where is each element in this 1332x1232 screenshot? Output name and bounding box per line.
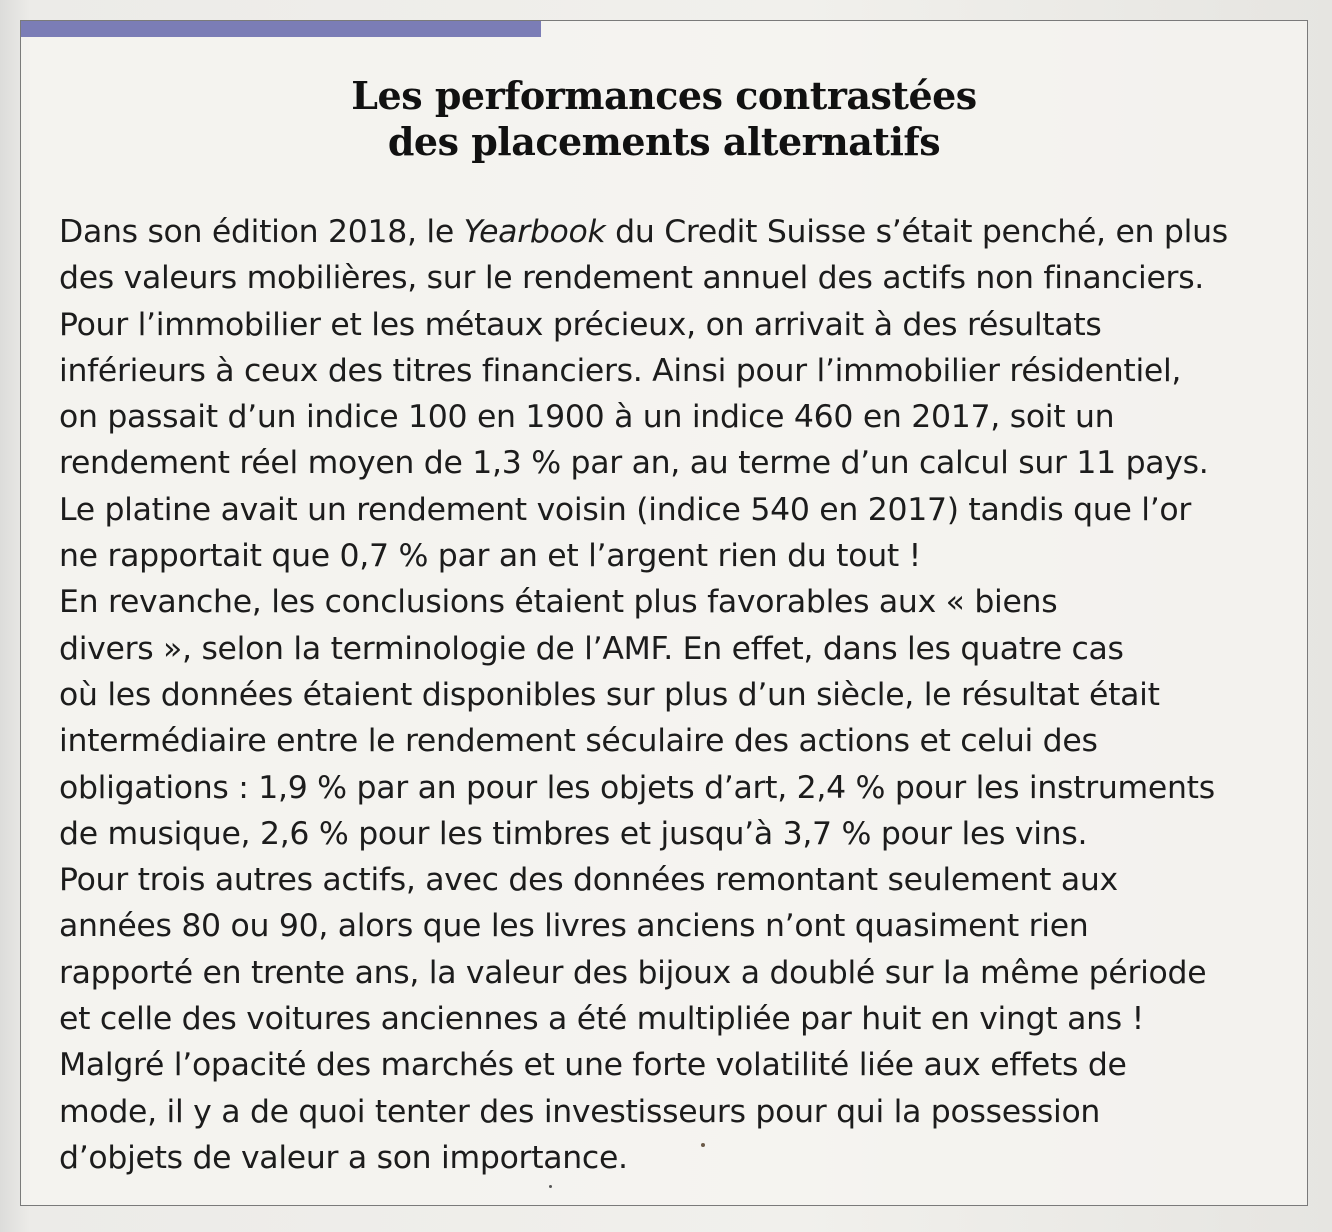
text-line: rendement réel moyen de 1,3 % par an, au terme d’un calcul sur 11 pays. bbox=[59, 445, 1209, 482]
text-line: Le platine avait un rendement voisin (indice 540 en 2017) tandis que l’or bbox=[59, 491, 1192, 528]
text-line: rapporté en trente ans, la valeur des bijoux a doublé sur la même période bbox=[59, 954, 1207, 991]
accent-bar bbox=[21, 21, 541, 37]
emphasis-yearbook: Yearbook bbox=[463, 214, 606, 250]
text-line: Malgré l’opacité des marchés et une forte volatilité liée aux effets de bbox=[59, 1047, 1127, 1084]
text-line: En revanche, les conclusions étaient plus favorables aux « biens bbox=[59, 584, 1058, 621]
text-line: et celle des voitures anciennes a été multipliée par huit en vingt ans ! bbox=[59, 1001, 1144, 1038]
text-line: intermédiaire entre le rendement séculaire des actions et celui des bbox=[59, 723, 1098, 760]
body-text bbox=[59, 209, 1299, 1181]
text-line: obligations : 1,9 % par an pour les objets d’art, 2,4 % pour les instruments bbox=[59, 769, 1215, 806]
text-segment: du Credit Suisse s’était penché, en plus bbox=[605, 214, 1228, 250]
text-line: des valeurs mobilières, sur le rendement annuel des actifs non financiers. bbox=[59, 260, 1205, 297]
text-line: où les données étaient disponibles sur plus d’un siècle, le résultat était bbox=[59, 676, 1160, 713]
title-line-2: des placements alternatifs bbox=[387, 119, 941, 164]
text-line: d’objets de valeur a son importance. bbox=[59, 1139, 628, 1176]
text-line: on passait d’un indice 100 en 1900 à un indice 460 en 2017, soit un bbox=[59, 399, 1115, 436]
text-line: divers », selon la terminologie de l’AMF. En effet, dans les quatre cas bbox=[59, 630, 1124, 667]
text-line: Pour l’immobilier et les métaux précieux, on arrivait à des résultats bbox=[59, 306, 1102, 343]
text-line: ne rapportait que 0,7 % par an et l’argent rien du tout ! bbox=[59, 538, 921, 575]
text-line: de musique, 2,6 % pour les timbres et jusqu’à 3,7 % pour les vins. bbox=[59, 815, 1088, 852]
text-line: mode, il y a de quoi tenter des investisseurs pour qui la possession bbox=[59, 1093, 1101, 1130]
title-line-1: Les performances contrastées bbox=[351, 73, 977, 118]
text-line: inférieurs à ceux des titres financiers. Ainsi pour l’immobilier résidentiel, bbox=[59, 352, 1182, 389]
text-line bbox=[59, 209, 1299, 255]
box-title bbox=[21, 73, 1307, 165]
text-segment: Dans son édition 2018, le bbox=[59, 214, 464, 250]
text-line: années 80 ou 90, alors que les livres anciens n’ont quasiment rien bbox=[59, 908, 1089, 945]
paper-speck bbox=[701, 1143, 705, 1147]
text-line: Pour trois autres actifs, avec des données remontant seulement aux bbox=[59, 862, 1118, 899]
paper-speck bbox=[549, 1185, 552, 1188]
sidebar-box bbox=[20, 20, 1308, 1206]
